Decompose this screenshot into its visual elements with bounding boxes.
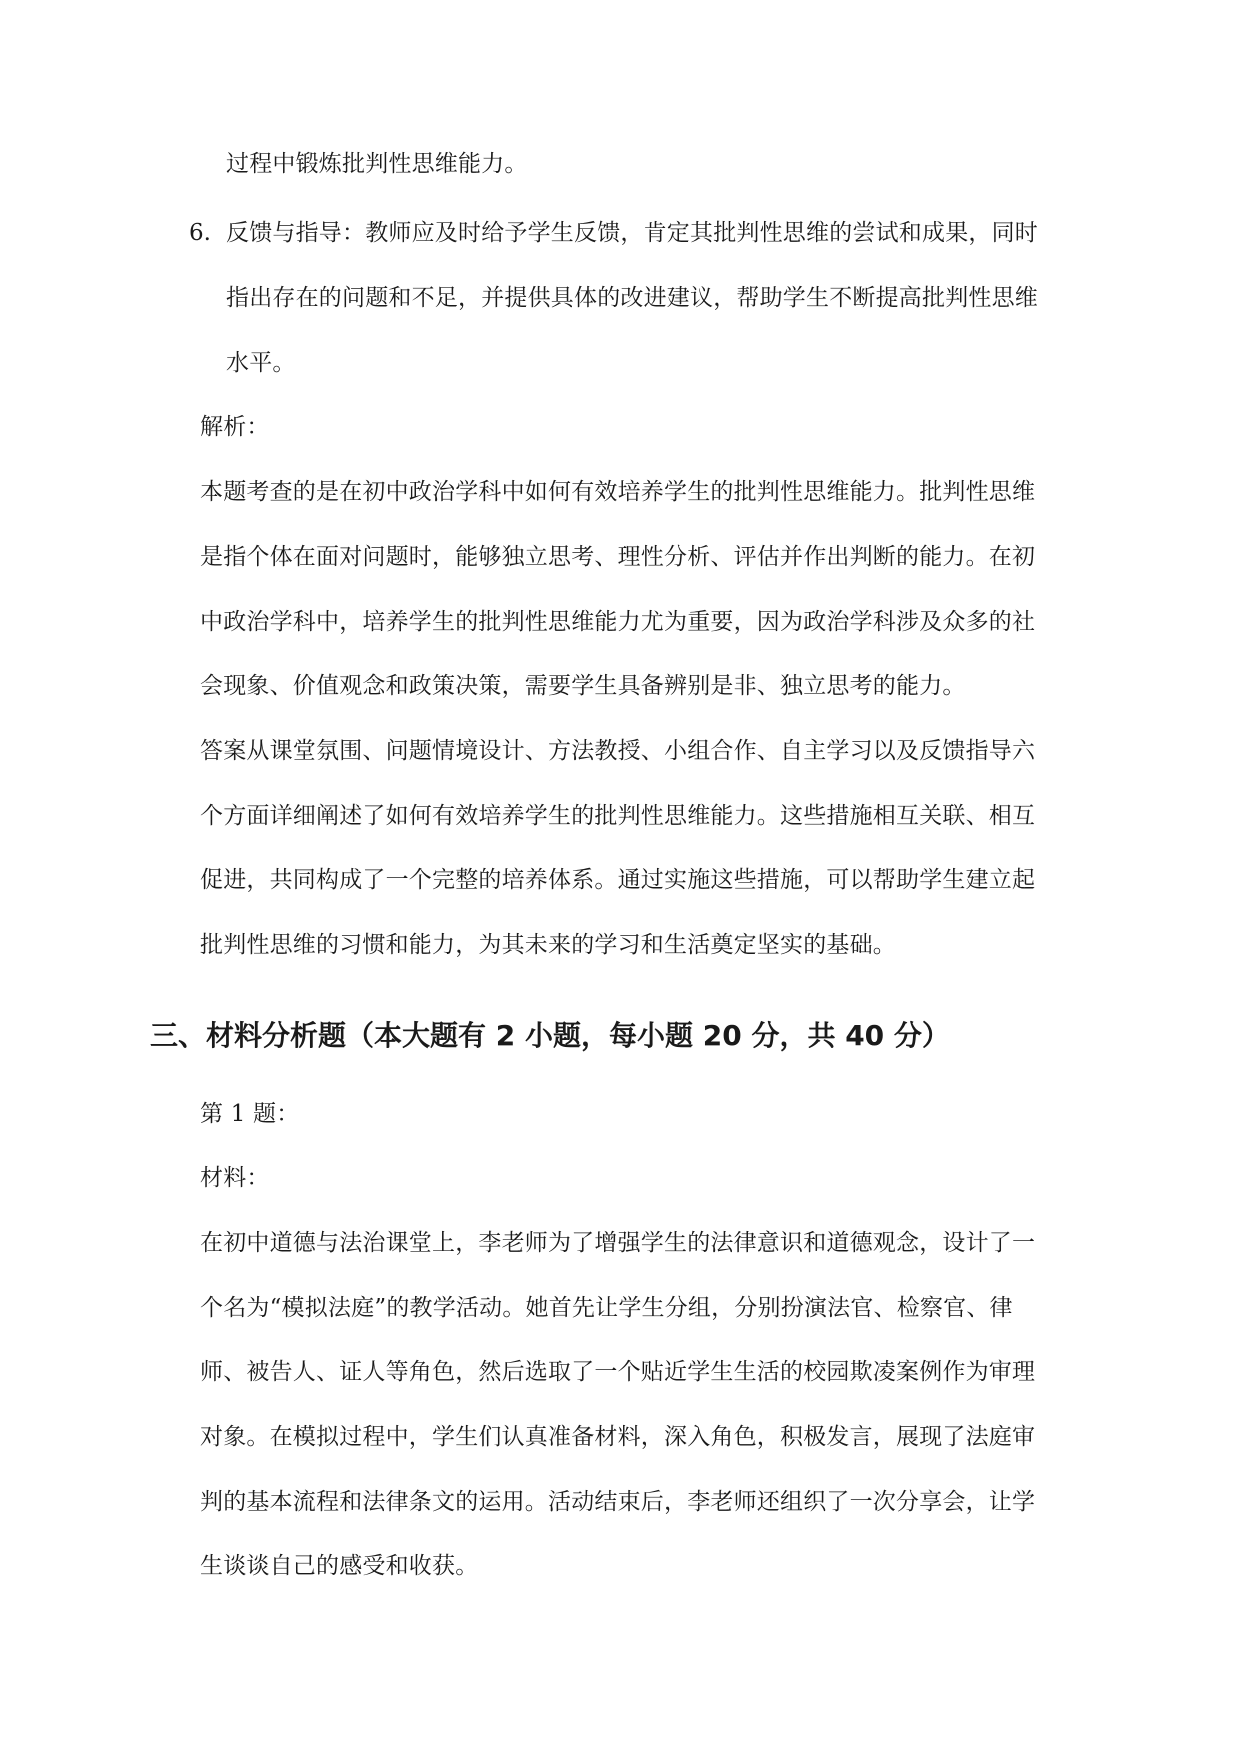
analysis-line: 中政治学科中，培养学生的批判性思维能力尤为重要，因为政治学科涉及众多的社 [200, 609, 1036, 635]
item-line: 指出存在的问题和不足，并提供具体的改进建议，帮助学生不断提高批判性思维 [226, 285, 1038, 311]
analysis-line: 是指个体在面对问题时，能够独立思考、理性分析、评估并作出判断的能力。在初 [200, 544, 1036, 570]
analysis-label: 解析： [200, 414, 270, 440]
analysis-line: 答案从课堂氛围、问题情境设计、方法教授、小组合作、自主学习以及反馈指导六 [200, 738, 1036, 764]
prev-item-tail: 过程中锻炼批判性思维能力。 [226, 151, 528, 177]
analysis-line: 批判性思维的习惯和能力，为其未来的学习和生活奠定坚实的基础。 [200, 932, 896, 958]
item-line: 水平。 [226, 350, 296, 376]
material-line: 生谈谈自己的感受和收获。 [200, 1553, 479, 1579]
material-line: 判的基本流程和法律条文的运用。活动结束后，李老师还组织了一次分享会，让学 [200, 1489, 1036, 1515]
analysis-line: 会现象、价值观念和政策决策，需要学生具备辨别是非、独立思考的能力。 [200, 673, 966, 699]
material-line: 师、被告人、证人等角色，然后选取了一个贴近学生生活的校园欺凌案例作为审理 [200, 1359, 1036, 1385]
section-heading: 三、材料分析题（本大题有 2 小题，每小题 20 分，共 40 分） [150, 1019, 950, 1052]
material-line: 个名为“模拟法庭”的教学活动。她首先让学生分组，分别扮演法官、检察官、律 [200, 1295, 1013, 1321]
item-number: 6. [189, 220, 211, 246]
analysis-line: 促进，共同构成了一个完整的培养体系。通过实施这些措施，可以帮助学生建立起 [200, 867, 1036, 893]
question-label: 第 1 题： [200, 1101, 300, 1127]
analysis-line: 本题考查的是在初中政治学科中如何有效培养学生的批判性思维能力。批判性思维 [200, 479, 1036, 505]
material-label: 材料： [200, 1165, 270, 1191]
analysis-line: 个方面详细阐述了如何有效培养学生的批判性思维能力。这些措施相互关联、相互 [200, 803, 1036, 829]
item-line: 反馈与指导：教师应及时给予学生反馈，肯定其批判性思维的尝试和成果，同时 [226, 220, 1038, 246]
material-line: 在初中道德与法治课堂上，李老师为了增强学生的法律意识和道德观念，设计了一 [200, 1230, 1036, 1256]
material-line: 对象。在模拟过程中，学生们认真准备材料，深入角色，积极发言，展现了法庭审 [200, 1424, 1036, 1450]
